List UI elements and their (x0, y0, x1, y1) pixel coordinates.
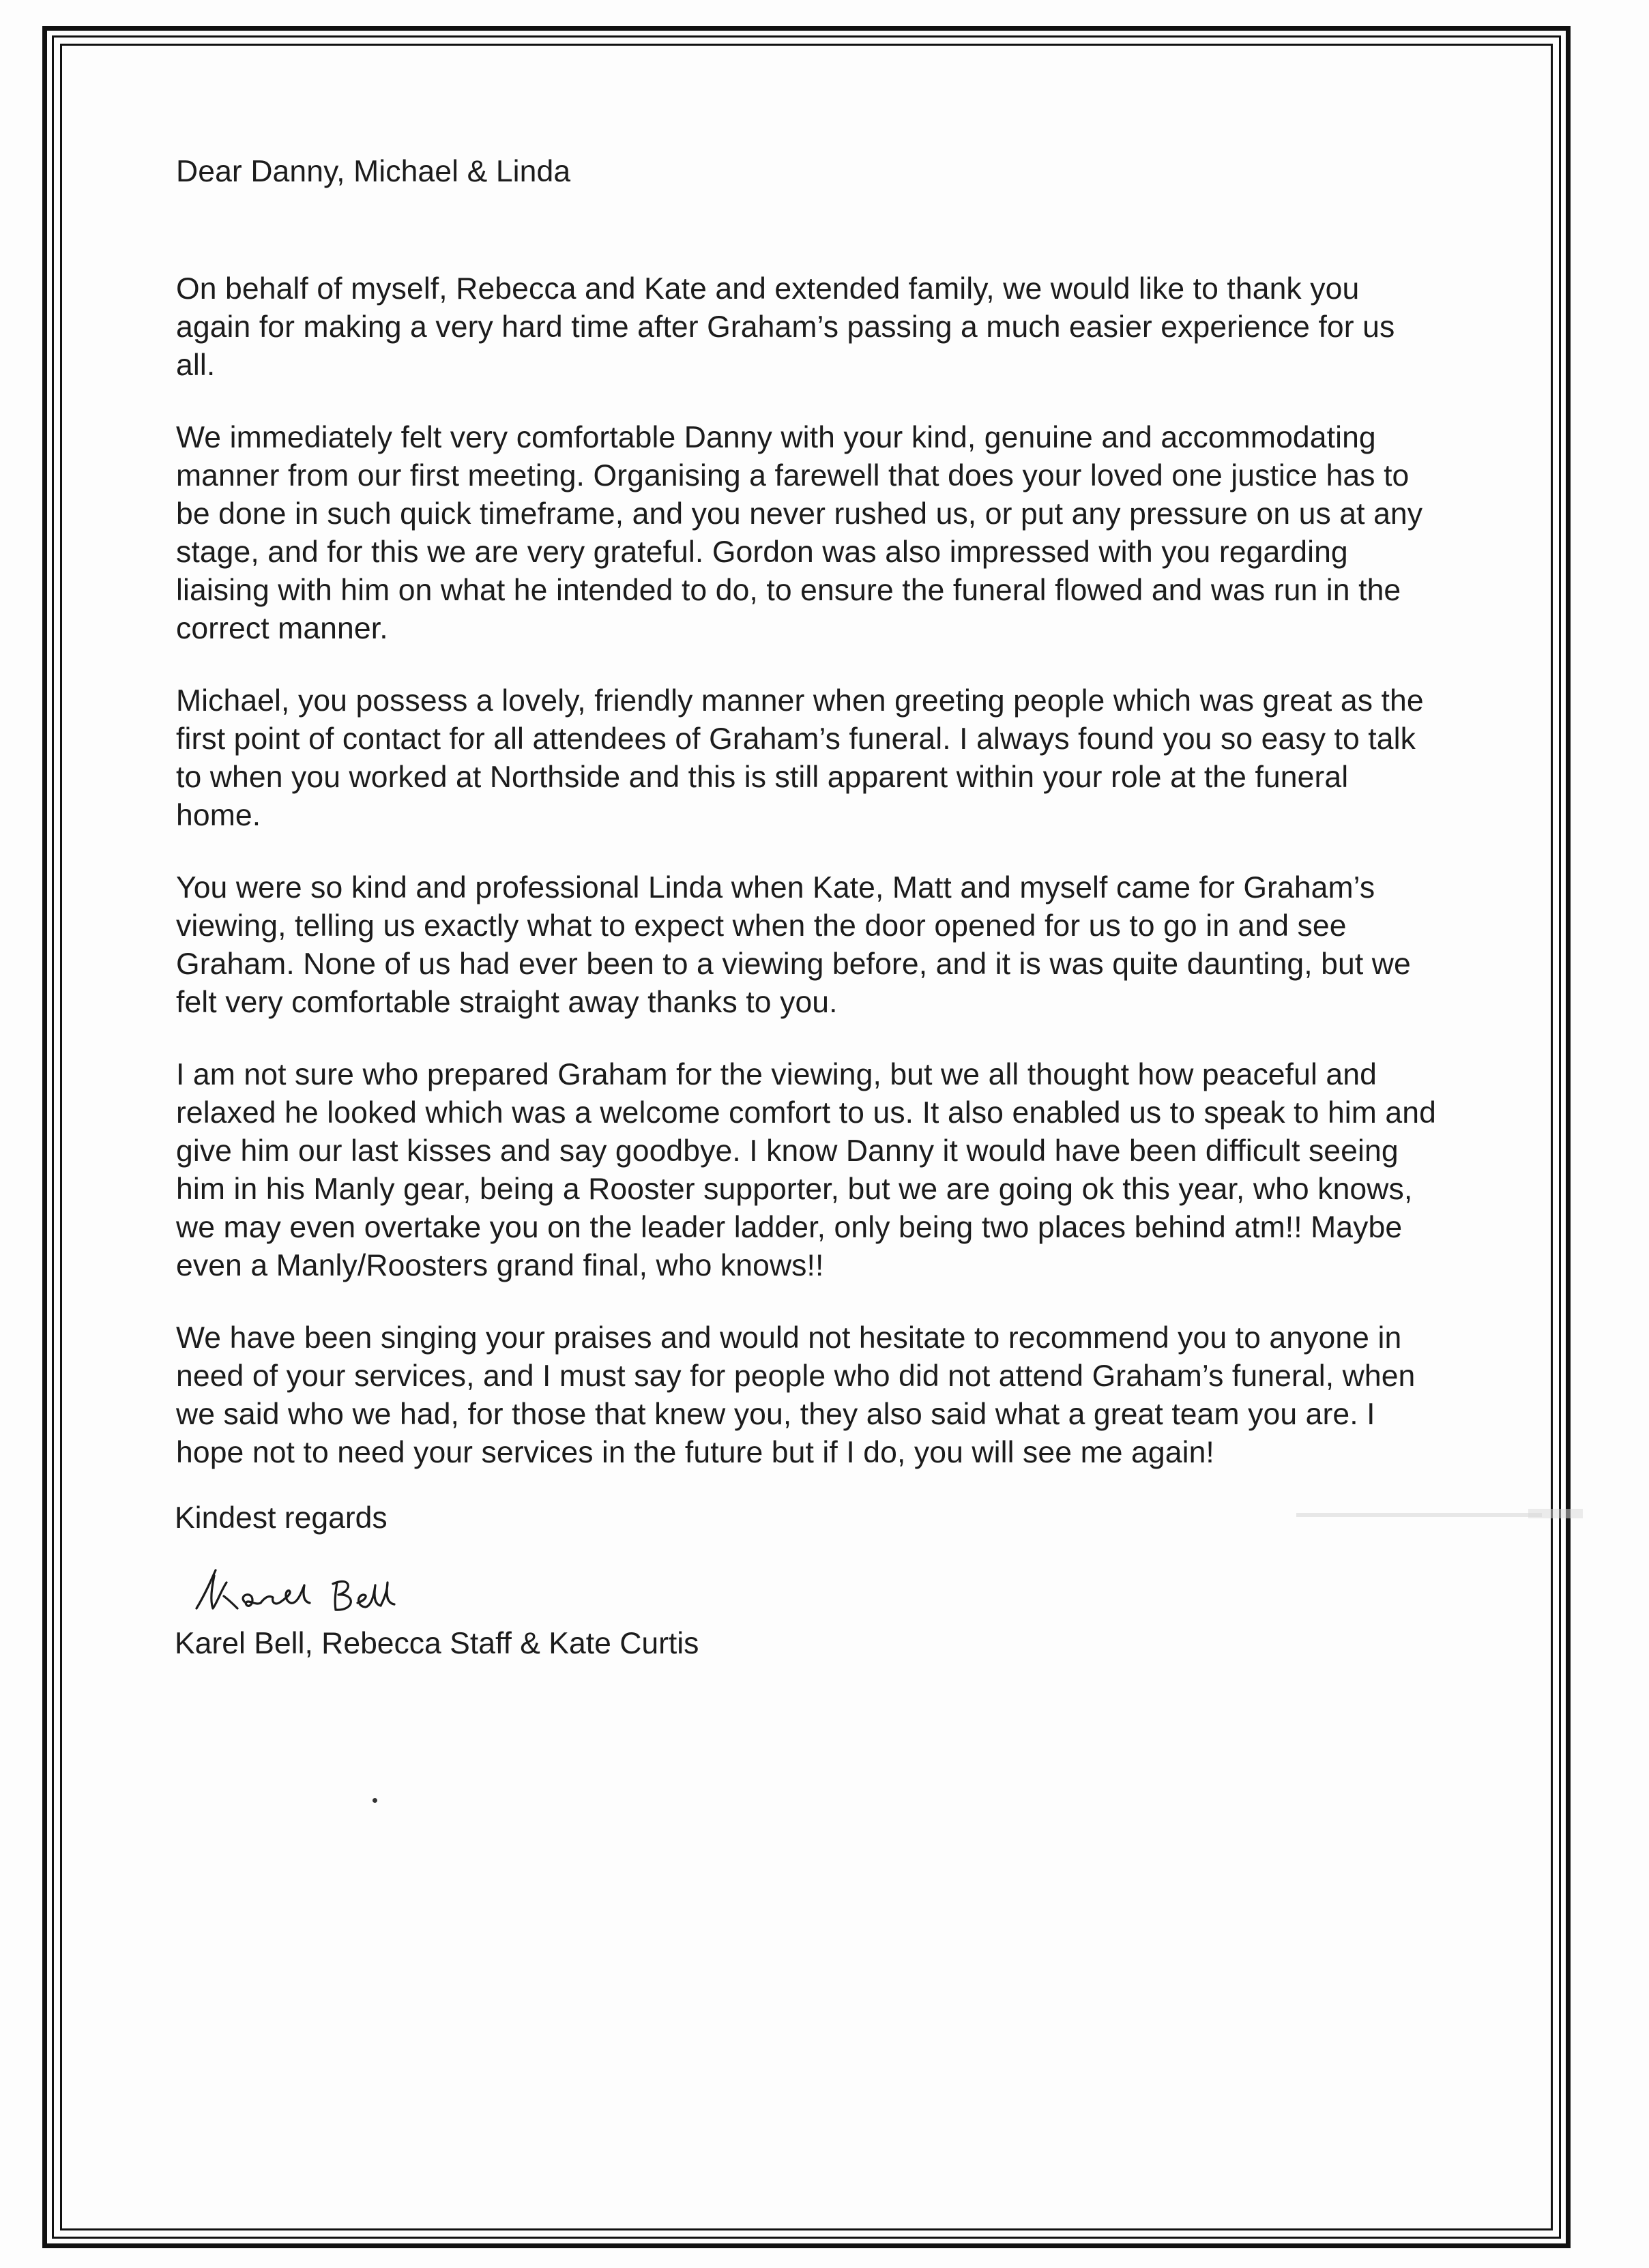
closing: Kindest regards (175, 1501, 388, 1535)
scan-speck (373, 1798, 377, 1803)
paragraph: I am not sure who prepared Graham for the viewing, but we all thought how peaceful and relaxed he looked which was a welcome comfort to us. It also enabled us to speak to him and give him our last kisses and say goodbye. I know Danny it would have been difficult seeing him in his Manly gear, being a Rooster supporter, but we are going ok this year, who knows, we may even overtake you on the leader ladder, only being two places behind atm!! Maybe even a Manly/Roosters grand final, who knows!! (176, 1058, 1436, 1282)
scan-crease (1296, 1513, 1542, 1517)
paragraph: On behalf of myself, Rebecca and Kate and extended family, we would like to thank you again for making a very hard time after Graham’s passing a much easier experience for us all. (176, 272, 1395, 382)
scan-crease (1528, 1509, 1583, 1518)
paragraph: You were so kind and professional Linda when Kate, Matt and myself came for Graham’s viewing, telling us exactly what to expect when the door opened for us to go in and see Graham. None of us had ever been to a viewing before, and it is was quite daunting, but we felt very comfortable straight away thanks to you. (176, 871, 1411, 1019)
letter-body (176, 153, 1438, 1506)
paragraph: Michael, you possess a lovely, friendly manner when greeting people which was great as the first point of contact for all attendees of Graham’s funeral. I always found you so easy to talk to when you worked at Northside and this is still apparent within your role at the funeral home. (176, 684, 1424, 832)
paragraph: We immediately felt very comfortable Danny with your kind, genuine and accommodating manner from our first meeting. Organising a farewell that does your loved one justice has to be done in such quick timeframe, and you never rushed us, or put any pressure on us at any stage, and for this we are very grateful. Gordon was also impressed with you regarding liaising with him on what he intended to do, to ensure the funeral flowed and was run in the correct manner. (176, 421, 1423, 645)
signatories: Karel Bell, Rebecca Staff & Kate Curtis (175, 1627, 699, 1660)
salutation: Dear Danny, Michael & Linda (176, 155, 571, 188)
handwritten-signature (190, 1555, 422, 1630)
paragraph: We have been singing your praises and would not hesitate to recommend you to anyone in need of your services, and I must say for people who did not attend Graham’s funeral, when we said who we had, for those that knew you, they also said what a great team you are. I hope not to need your services in the future but if I do, you will see me again! (176, 1321, 1416, 1469)
